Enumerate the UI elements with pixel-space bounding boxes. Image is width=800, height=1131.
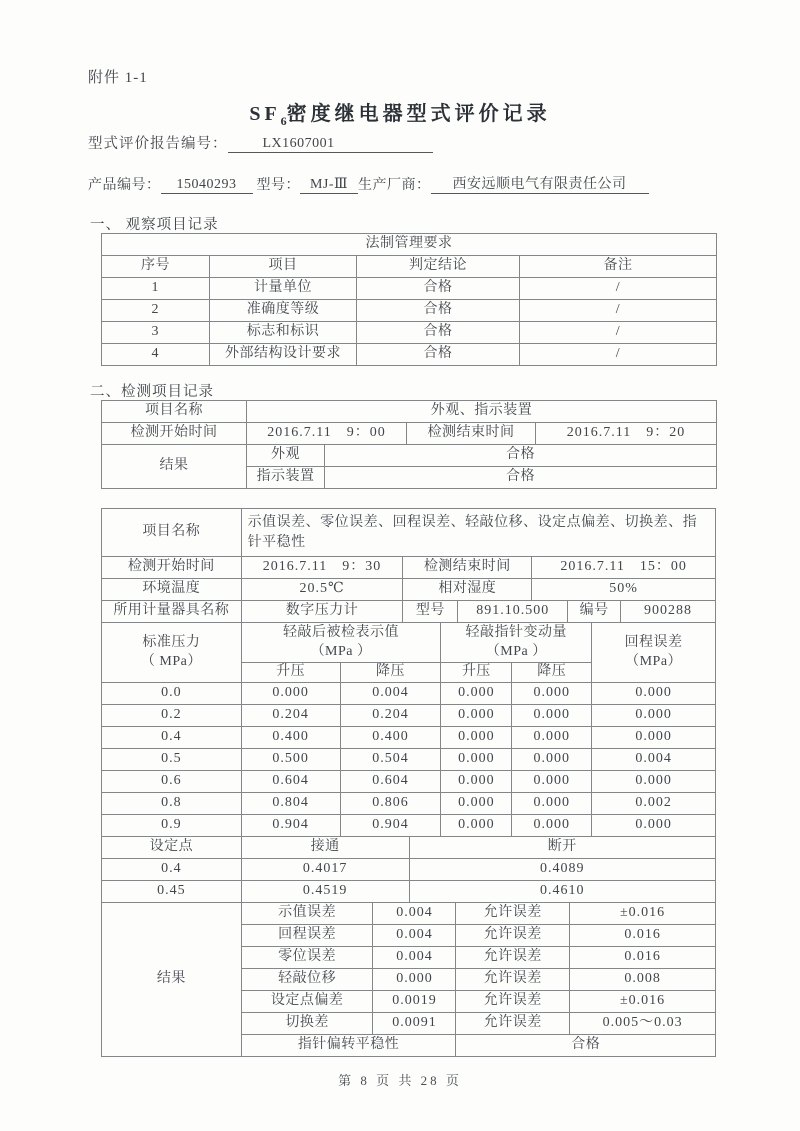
table-cell: 0.000: [441, 727, 512, 749]
hysteresis-header: [592, 623, 716, 683]
error-value: 0.0019: [373, 991, 456, 1013]
table-cell: 0.000: [441, 683, 512, 705]
table-cell: 0.400: [340, 727, 441, 749]
table-cell: 0.504: [340, 749, 441, 771]
allow-value: 0.016: [570, 925, 716, 947]
table-cell: 0.000: [441, 705, 512, 727]
switch-on-header: 接通: [241, 837, 409, 859]
table-cell: 0.000: [512, 793, 592, 815]
column-header: 判定结论: [357, 256, 520, 278]
instrument-model-label: 型号: [403, 601, 458, 623]
tap-variation-header: [441, 623, 592, 663]
error-name: 切换差: [241, 1013, 373, 1035]
table-cell: 0.000: [512, 749, 592, 771]
table-cell: 计量单位: [210, 278, 357, 300]
table-cell: 0.000: [512, 815, 592, 837]
table-cell: 0.000: [441, 793, 512, 815]
start-time-value: 2016.7.11 9：30: [241, 557, 403, 579]
table-cell: 0.000: [592, 815, 716, 837]
item-name-label: 项目名称: [102, 401, 247, 423]
table-cell: 0.500: [241, 749, 340, 771]
error-name: 示值误差: [241, 903, 373, 925]
table-cell: 0.000: [512, 705, 592, 727]
temperature-value: 20.5℃: [241, 579, 403, 601]
table-cell: 2: [102, 300, 210, 322]
table-row: [102, 859, 716, 881]
table-cell: 0.5: [102, 749, 242, 771]
table-row: [102, 234, 717, 256]
table-row: [102, 903, 716, 925]
table-row: [102, 881, 716, 903]
result-item-value: 合格: [325, 467, 717, 489]
sub-header-falling: 降压: [340, 663, 441, 683]
result-table: [101, 902, 716, 1057]
table-cell: 0.0: [102, 683, 242, 705]
allow-value: ±0.016: [570, 991, 716, 1013]
model-label: 型号：: [256, 178, 300, 193]
model-value: MJ-Ⅲ: [300, 176, 358, 194]
table-cell: 合格: [357, 322, 520, 344]
table-row: [102, 815, 716, 837]
stability-label: 指针偏转平稳性: [241, 1035, 456, 1057]
result-item-value: 合格: [325, 445, 717, 467]
instrument-serial-label: 编号: [568, 601, 621, 623]
table-row: [102, 557, 716, 579]
table-cell: 0.204: [340, 705, 441, 727]
table-row: [102, 705, 716, 727]
end-time-value: 2016.7.11 9：20: [536, 423, 717, 445]
table-cell: 0.4: [102, 727, 242, 749]
table-cell: 0.9: [102, 815, 242, 837]
humidity-value: 50%: [532, 579, 716, 601]
table-row: [102, 423, 717, 445]
error-value: 0.004: [373, 903, 456, 925]
product-number-value: 15040293: [161, 177, 253, 194]
header-line: （ MPa）: [140, 653, 202, 669]
table-cell: 0.604: [340, 771, 441, 793]
table-row: [102, 256, 717, 278]
allow-value: 0.016: [570, 947, 716, 969]
table-row: [102, 579, 716, 601]
table-cell: 0.806: [340, 793, 441, 815]
table-cell: 准确度等级: [210, 300, 357, 322]
table-cell: 0.000: [512, 771, 592, 793]
title-subscript: 6: [280, 114, 287, 128]
table-cell: 0.4519: [241, 881, 409, 903]
item-name-value: 外观、指示装置: [247, 401, 717, 423]
table-cell: 0.2: [102, 705, 242, 727]
table-cell: /: [520, 278, 717, 300]
result-label: 结果: [102, 445, 247, 489]
error-value: 0.0091: [373, 1013, 456, 1035]
allow-label: 允许误差: [456, 925, 570, 947]
table-cell: 合格: [357, 278, 520, 300]
table-cell: 0.6: [102, 771, 242, 793]
table-row: [102, 771, 716, 793]
table-cell: 0.45: [102, 881, 242, 903]
manufacturer-value: 西安远顺电气有限责任公司: [431, 173, 649, 194]
switch-off-header: 断开: [409, 837, 715, 859]
item-name-value: 示值误差、零位误差、回程误差、轻敲位移、设定点偏差、切换差、指针平稳性: [241, 509, 715, 557]
error-value: 0.004: [373, 947, 456, 969]
table-cell: 0.904: [241, 815, 340, 837]
table-cell: 0.000: [241, 683, 340, 705]
header-line: 标准压力: [142, 635, 201, 651]
header-line: 回程误差: [624, 635, 683, 651]
table-cell: /: [520, 344, 717, 366]
table-cell: 0.000: [441, 771, 512, 793]
title-rest: 密度继电器型式评价记录: [286, 103, 551, 125]
table-row: [102, 509, 716, 557]
header-line: （MPa）: [625, 653, 683, 669]
table-cell: 0.000: [592, 683, 716, 705]
temperature-label: 环境温度: [102, 579, 242, 601]
table-cell: 0.904: [340, 815, 441, 837]
table-row: [102, 683, 716, 705]
table-cell: 合格: [357, 300, 520, 322]
sub-header-rising: 升压: [441, 663, 512, 683]
table-cell: 标志和标识: [210, 322, 357, 344]
start-time-value: 2016.7.11 9：00: [247, 423, 407, 445]
table-row: [102, 837, 716, 859]
error-name: 零位误差: [241, 947, 373, 969]
error-name: 轻敲位移: [241, 969, 373, 991]
table-row: [102, 793, 716, 815]
sub-header-rising: 升压: [241, 663, 340, 683]
table-cell: 0.000: [441, 749, 512, 771]
table-cell: 0.804: [241, 793, 340, 815]
table-cell: 合格: [357, 344, 520, 366]
allow-value: 0.008: [570, 969, 716, 991]
error-name: 设定点偏差: [241, 991, 373, 1013]
tap-indication-header: [241, 623, 441, 663]
allow-value: 0.005～0.03: [570, 1013, 716, 1035]
table-row: [102, 300, 717, 322]
sub-header-falling: 降压: [512, 663, 592, 683]
setpoint-header: 设定点: [102, 837, 242, 859]
table-row: [102, 278, 717, 300]
result-item-name: 外观: [247, 445, 325, 467]
result-label: 结果: [102, 903, 242, 1057]
pressure-measurement-table: [101, 622, 716, 837]
title-sf: SF: [249, 103, 281, 125]
allow-label: 允许误差: [456, 1013, 570, 1035]
error-value: 0.004: [373, 925, 456, 947]
allow-label: 允许误差: [456, 991, 570, 1013]
table-cell: 0.004: [340, 683, 441, 705]
product-number-label: 产品编号：: [88, 178, 161, 193]
table-cell: /: [520, 300, 717, 322]
table-cell: 0.204: [241, 705, 340, 727]
result-item-name: 指示装置: [247, 467, 325, 489]
instrument-model-value: 891.10.500: [458, 601, 568, 623]
measurement-section: [101, 508, 716, 1057]
report-number-line: [88, 132, 433, 153]
table-row: [102, 601, 716, 623]
table-cell: 0.000: [592, 771, 716, 793]
table-cell: 0.4: [102, 859, 242, 881]
table-cell: 4: [102, 344, 210, 366]
header-line: （MPa ）: [310, 643, 372, 659]
header-line: 轻敲指针变动量: [465, 625, 567, 641]
table-cell: 0.400: [241, 727, 340, 749]
table-cell: 0.000: [441, 815, 512, 837]
inspection-table: [101, 400, 717, 489]
setpoint-table: [101, 836, 716, 903]
page-number-footer: 第 8 页 共 28 页: [338, 1073, 462, 1088]
group-header: 法制管理要求: [102, 234, 717, 256]
instrument-label: 所用计量器具名称: [102, 601, 242, 623]
observation-table: [101, 233, 717, 366]
column-header: 备注: [520, 256, 717, 278]
table-row: [102, 749, 716, 771]
table-row: [102, 727, 716, 749]
end-time-label: 检测结束时间: [407, 423, 536, 445]
table-cell: 0.000: [512, 727, 592, 749]
section1-heading: 一、 观察项目记录: [90, 217, 219, 233]
column-header: 序号: [102, 256, 210, 278]
allow-label: 允许误差: [456, 903, 570, 925]
header-line: 轻敲后被检表示值: [283, 625, 400, 641]
table-cell: 0.000: [592, 705, 716, 727]
table-cell: 0.000: [512, 683, 592, 705]
table-cell: 0.4610: [409, 881, 715, 903]
table-cell: 0.604: [241, 771, 340, 793]
table-row: [102, 623, 716, 663]
column-header: 项目: [210, 256, 357, 278]
start-time-label: 检测开始时间: [102, 423, 247, 445]
section2-heading: 二、检测项目记录: [90, 384, 214, 400]
table-cell: 0.004: [592, 749, 716, 771]
item-name-label: 项目名称: [102, 509, 242, 557]
table-row: [102, 401, 717, 423]
table-cell: 0.4089: [409, 859, 715, 881]
table-row: [102, 322, 717, 344]
table-row: [102, 445, 717, 467]
start-time-label: 检测开始时间: [102, 557, 242, 579]
manufacturer-label: 生产厂商：: [358, 178, 431, 193]
measurement-info-table: [101, 508, 716, 623]
allow-label: 允许误差: [456, 947, 570, 969]
error-value: 0.000: [373, 969, 456, 991]
table-cell: 3: [102, 322, 210, 344]
table-cell: /: [520, 322, 717, 344]
report-number-value: LX1607001: [228, 136, 433, 153]
std-pressure-header: [102, 623, 242, 683]
stability-value: 合格: [456, 1035, 716, 1057]
allow-label: 允许误差: [456, 969, 570, 991]
header-line: （MPa ）: [485, 643, 547, 659]
error-name: 回程误差: [241, 925, 373, 947]
end-time-label: 检测结束时间: [403, 557, 532, 579]
table-cell: 0.002: [592, 793, 716, 815]
table-cell: 0.000: [592, 727, 716, 749]
table-cell: 外部结构设计要求: [210, 344, 357, 366]
table-cell: 1: [102, 278, 210, 300]
instrument-serial-value: 900288: [621, 601, 716, 623]
attachment-label: 附件 1-1: [88, 70, 148, 86]
table-row: [102, 344, 717, 366]
product-info-line: [88, 173, 649, 194]
document-title: [0, 97, 800, 129]
humidity-label: 相对湿度: [403, 579, 532, 601]
table-cell: 0.8: [102, 793, 242, 815]
end-time-value: 2016.7.11 15：00: [532, 557, 716, 579]
instrument-value: 数字压力计: [241, 601, 403, 623]
report-number-label: 型式评价报告编号：: [88, 136, 228, 152]
table-cell: 0.4017: [241, 859, 409, 881]
allow-value: ±0.016: [570, 903, 716, 925]
